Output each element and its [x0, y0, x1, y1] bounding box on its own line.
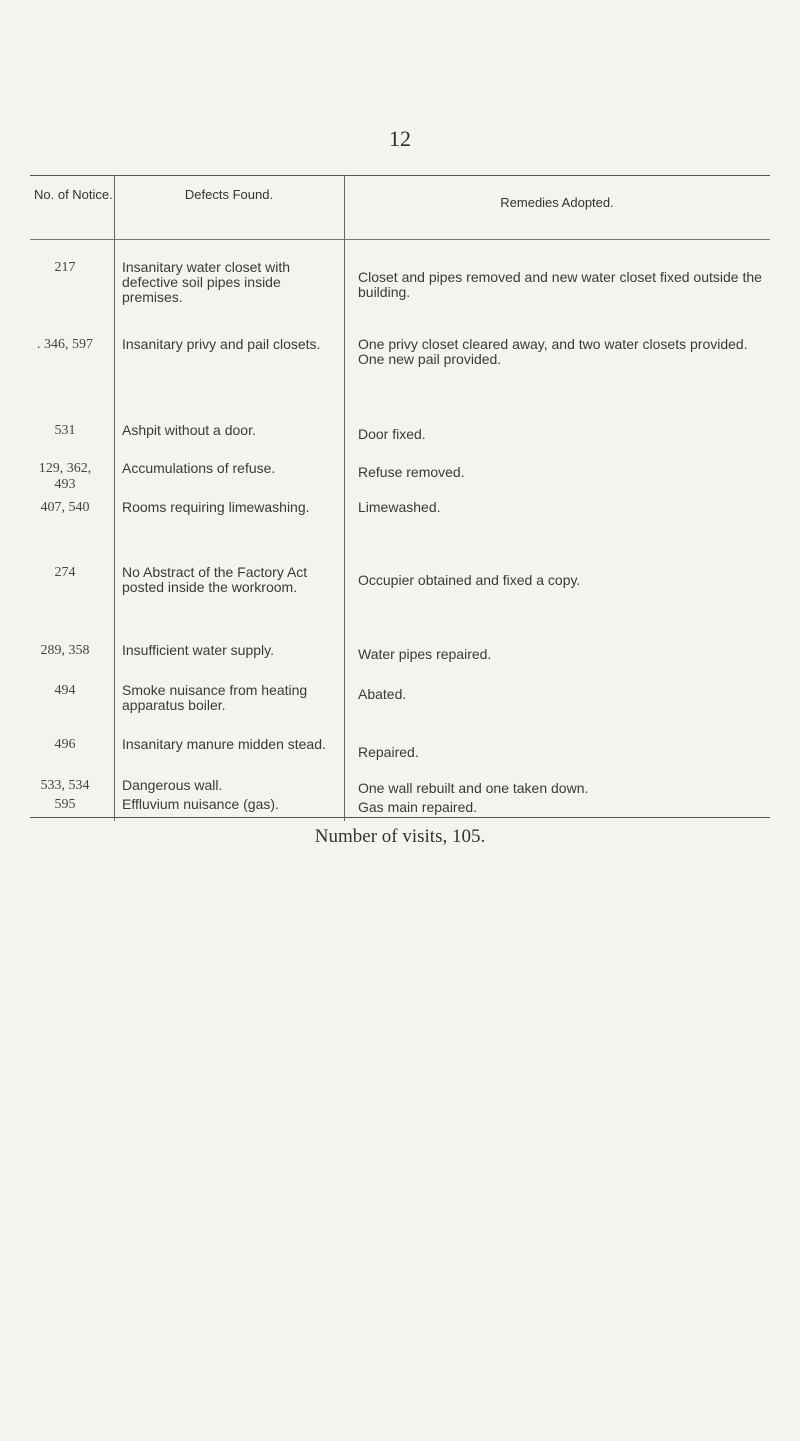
defect-found: Insanitary water closet with defective soil pipes inside premises.	[122, 259, 291, 305]
notice-number: 274	[54, 565, 76, 580]
defect-found: Effluvium nuisance (gas).	[122, 796, 279, 812]
column-divider	[114, 175, 115, 821]
notice-number: 533, 534	[40, 778, 90, 793]
notice-number: 494	[54, 683, 76, 698]
header-defects-found: Defects Found.	[184, 187, 274, 202]
page-number: 12	[389, 126, 411, 151]
remedy-adopted: One wall rebuilt and one taken down.	[358, 780, 589, 796]
remedy-adopted: Closet and pipes removed and new water closet fixed outside the building.	[358, 269, 762, 300]
defect-found: Insanitary manure midden stead.	[122, 736, 326, 752]
notice-number: 289, 358	[40, 643, 90, 658]
remedy-adopted: Occupier obtained and fixed a copy.	[358, 572, 581, 588]
column-divider	[344, 175, 345, 821]
table-top-rule	[30, 175, 770, 176]
remedy-adopted: Door fixed.	[358, 426, 426, 442]
defect-found: Ashpit without a door.	[122, 422, 256, 438]
remedy-adopted: Repaired.	[358, 744, 419, 760]
notice-number: . 346, 597	[37, 337, 93, 352]
table-header-rule	[30, 239, 770, 240]
remedy-adopted: Gas main repaired.	[358, 799, 478, 815]
notice-number: 129, 362, 493	[38, 461, 92, 492]
notice-number: 496	[54, 737, 76, 752]
notice-number: 217	[54, 260, 76, 275]
defect-found: Insufficient water supply.	[122, 642, 275, 658]
notice-number: 407, 540	[40, 500, 90, 515]
header-notice-number: No. of Notice.	[34, 187, 113, 202]
remedy-adopted: Water pipes repaired.	[358, 646, 492, 662]
defect-found: Rooms requiring limewashing.	[122, 499, 310, 515]
defect-found: Accumulations of refuse.	[122, 460, 276, 476]
defect-found: Dangerous wall.	[122, 777, 223, 793]
header-remedies-adopted: Remedies Adopted.	[500, 195, 614, 210]
remedy-adopted: Refuse removed.	[358, 464, 465, 480]
defect-found: No Abstract of the Factory Act posted inside the workroom.	[122, 564, 308, 595]
remedy-adopted: Abated.	[358, 686, 407, 702]
table-bottom-rule	[30, 817, 770, 818]
remedy-adopted: One privy closet cleared away, and two water closets provided. One new pail provided.	[358, 336, 748, 367]
notice-number: 595	[54, 797, 76, 812]
defect-found: Insanitary privy and pail closets.	[122, 336, 321, 352]
visits-count: Number of visits, 105.	[314, 826, 486, 847]
remedy-adopted: Limewashed.	[358, 499, 441, 515]
notice-number: 531	[54, 423, 76, 438]
defect-found: Smoke nuisance from heating apparatus boiler.	[122, 682, 308, 713]
